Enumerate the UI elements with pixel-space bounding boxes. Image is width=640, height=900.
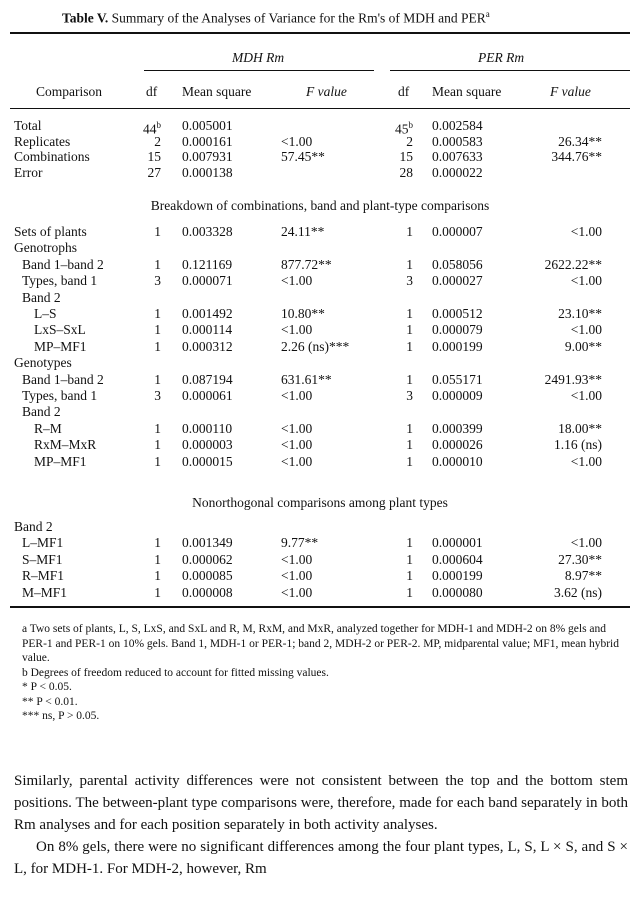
comparison-cell: MP–MF1	[34, 338, 87, 354]
mean-square-per-cell: 0.000080	[432, 584, 483, 600]
table-row	[0, 118, 640, 137]
mean-square-mdh-cell: 0.000114	[182, 322, 233, 338]
col-header-df-per: df	[398, 84, 410, 99]
table-label: Table V.	[62, 10, 109, 26]
mean-square-per-cell: 0.000027	[432, 273, 483, 289]
footnote: a Two sets of plants, L, S, LxS, and SxL and R, M, RxM, and MxR, analyzed together for MDH-1 and MDH-2 on 8% gels and PER-1 and PER-1 on 10% gels. Band 1, MDH-1 or PER-1; band 2, MDH-2 or PER-2. MP, midparental value; MF1, mean hybrid value.	[22, 623, 619, 664]
f-value-per-cell: 18.00**	[558, 420, 602, 436]
f-value-per-cell: <1.00	[570, 388, 602, 403]
mean-square-mdh-cell: 0.007931	[182, 149, 233, 164]
mean-square-mdh-cell: 0.000015	[182, 453, 233, 469]
f-value-mdh-cell: 57.45**	[281, 149, 325, 164]
comparison-cell: Band 2	[22, 289, 61, 305]
f-value-per-cell: 2622.22**	[544, 256, 602, 272]
f-value-per-cell: <1.00	[570, 224, 602, 239]
table-subheading-row	[0, 404, 640, 419]
df-per-cell: 1	[406, 535, 413, 551]
f-value-per-cell: 2491.93**	[544, 371, 602, 387]
footnote-mark: b	[156, 120, 161, 130]
df-per-cell: 1	[406, 338, 413, 354]
df-per-cell: 1	[406, 224, 413, 239]
table-row	[0, 257, 640, 272]
df-per-cell: 45$^b$	[395, 120, 413, 137]
mean-square-per-cell: 0.000009	[432, 388, 483, 403]
mean-square-mdh-cell: 0.001492	[182, 306, 233, 321]
mean-square-mdh-cell: 0.000312	[182, 338, 233, 354]
comparison-cell: Genotrophs	[14, 240, 77, 256]
df-mdh-cell: 1	[154, 551, 161, 567]
f-value-mdh-cell: <1.00	[281, 420, 313, 436]
table-row	[0, 322, 640, 337]
df-per-cell: 3	[406, 388, 413, 403]
comparison-cell: RxM–MxR	[34, 437, 97, 453]
f-value-mdh-cell: 877.72**	[281, 256, 332, 272]
comparison-cell: Combinations	[14, 149, 90, 164]
df-mdh-cell: 15	[147, 149, 161, 164]
f-value-mdh-cell: <1.00	[281, 437, 313, 453]
df-mdh-cell: 1	[154, 322, 161, 338]
comparison-cell: Band 1–band 2	[22, 256, 104, 272]
footnote: b Degrees of freedom reduced to account for fitted missing values.	[22, 666, 329, 679]
body-paragraph: On 8% gels, there were no significant differences among the four plant types, L, S, L × S, and S × L, for MDH-1. For MDH-2, however, Rm	[14, 839, 628, 877]
df-mdh-cell: 1	[154, 535, 161, 551]
df-per-cell: 1	[406, 437, 413, 453]
df-per-cell: 1	[406, 420, 413, 436]
header-bottom-rule	[10, 108, 630, 109]
table-footnotes	[22, 622, 628, 724]
df-mdh-cell: 1	[154, 584, 161, 600]
table-row	[0, 149, 640, 164]
table-row	[0, 552, 640, 567]
df-mdh-cell: 2	[154, 133, 161, 149]
f-value-per-cell: <1.00	[570, 535, 602, 551]
mean-square-per-cell: 0.055171	[432, 371, 483, 387]
f-value-per-cell: <1.00	[570, 453, 602, 469]
f-value-mdh-cell: 2.26 (ns)***	[281, 338, 350, 354]
comparison-cell: S–MF1	[22, 551, 63, 567]
df-per-cell: 28	[399, 164, 413, 180]
col-header-ms-per: Mean square	[432, 84, 502, 99]
table-row	[0, 568, 640, 583]
df-per-cell: 1	[406, 453, 413, 469]
df-per-cell: 3	[406, 273, 413, 289]
group-header-per: PER Rm	[478, 50, 525, 65]
comparison-cell: Types, band 1	[22, 273, 98, 289]
df-mdh-cell: 3	[154, 273, 161, 289]
table-row	[0, 273, 640, 288]
mean-square-per-cell: 0.000079	[432, 322, 483, 338]
mean-square-per-cell: 0.000007	[432, 224, 483, 239]
table-row	[0, 454, 640, 469]
table-caption	[62, 6, 622, 27]
mean-square-per-cell: 0.000399	[432, 420, 483, 436]
comparison-cell: Replicates	[14, 133, 71, 149]
mean-square-per-cell: 0.000199	[432, 338, 483, 354]
f-value-mdh-cell: <1.00	[281, 273, 313, 289]
col-header-df-mdh: df	[146, 84, 158, 99]
mean-square-mdh-cell: 0.003328	[182, 224, 233, 239]
f-value-per-cell: 344.76**	[551, 149, 602, 164]
table-subheading-row	[0, 355, 640, 370]
f-value-mdh-cell: <1.00	[281, 453, 313, 469]
table-row	[0, 134, 640, 149]
f-value-per-cell: 26.34**	[558, 133, 602, 149]
df-mdh-cell: 1	[154, 437, 161, 453]
table-row	[0, 437, 640, 452]
mean-square-mdh-cell: 0.000062	[182, 551, 233, 567]
mean-square-per-cell: 0.007633	[432, 149, 483, 164]
mean-square-per-cell: 0.058056	[432, 256, 483, 272]
f-value-mdh-cell: <1.00	[281, 584, 313, 600]
df-per-cell: 15	[399, 149, 413, 164]
comparison-cell: Genotypes	[14, 355, 72, 371]
f-value-per-cell: 27.30**	[558, 551, 602, 567]
comparison-cell: Band 2	[22, 404, 61, 420]
mean-square-per-cell: 0.000001	[432, 535, 483, 551]
mean-square-mdh-cell: 0.000061	[182, 388, 233, 403]
comparison-cell: L–MF1	[22, 535, 64, 551]
comparison-cell: L–S	[34, 306, 57, 321]
table-row	[0, 372, 640, 387]
footnote: * P < 0.05.	[22, 681, 72, 693]
table-caption-text: Summary of the Analyses of Variance for the Rm's of MDH and PER	[111, 10, 486, 26]
table-subheading-row	[0, 290, 640, 305]
col-header-f-per: F value	[550, 84, 591, 99]
df-mdh-cell: 27	[147, 164, 161, 180]
mean-square-per-cell: 0.000512	[432, 306, 483, 321]
caption-footnote-mark: a	[485, 9, 490, 19]
comparison-cell: R–MF1	[22, 568, 65, 584]
f-value-mdh-cell: <1.00	[281, 322, 313, 338]
table-subheading-row	[0, 240, 640, 255]
f-value-per-cell: 8.97**	[564, 568, 602, 584]
f-value-mdh-cell: 631.61**	[281, 371, 332, 387]
comparison-cell: Band 2	[14, 519, 53, 534]
body-paragraph: Similarly, parental activity differences were not consistent between the top and the bottom stem positions. The between-plant type comparisons were, therefore, made for each band separately in both Rm analyses and for each position separately in both activity analyses.	[14, 773, 628, 833]
section-title-nonorthogonal: Nonorthogonal comparisons among plant types	[192, 495, 448, 510]
df-per-cell: 1	[406, 306, 413, 321]
comparison-cell: Error	[14, 164, 43, 180]
mean-square-mdh-cell: 0.087194	[182, 371, 233, 387]
df-mdh-cell: 44$^b$	[143, 120, 161, 137]
mean-square-mdh-cell: 0.000071	[182, 273, 233, 289]
footnote-mark: b	[408, 120, 413, 130]
mean-square-mdh-cell: 0.000008	[182, 584, 233, 600]
col-header-comparison: Comparison	[36, 84, 102, 99]
mean-square-per-cell: 0.000010	[432, 453, 483, 469]
mdh-spanner-rule	[144, 70, 374, 71]
mean-square-mdh-cell: 0.000161	[182, 133, 233, 149]
mean-square-mdh-cell: 0.001349	[182, 535, 233, 551]
df-per-cell: 2	[406, 133, 413, 149]
f-value-per-cell: 1.16 (ns)	[554, 437, 602, 453]
table-row	[0, 224, 640, 239]
df-per-cell: 1	[406, 371, 413, 387]
mean-square-mdh-cell: 0.121169	[182, 256, 233, 272]
table-subheading-row	[0, 519, 640, 534]
df-mdh-cell: 1	[154, 338, 161, 354]
table-bottom-rule	[10, 606, 630, 608]
comparison-cell: LxS–SxL	[34, 322, 86, 338]
f-value-mdh-cell: 10.80**	[281, 306, 325, 321]
df-mdh-cell: 1	[154, 568, 161, 584]
comparison-cell: R–M	[34, 420, 62, 436]
mean-square-per-cell: 0.000604	[432, 551, 483, 567]
comparison-cell: Types, band 1	[22, 388, 98, 403]
f-value-per-cell: 3.62 (ns)	[554, 584, 602, 600]
footnote: *** ns, P > 0.05.	[22, 710, 100, 722]
comparison-cell: Sets of plants	[14, 224, 87, 239]
df-mdh-cell: 1	[154, 224, 161, 239]
footnote: ** P < 0.01.	[22, 695, 78, 708]
mean-square-mdh-cell: 0.000110	[182, 420, 233, 436]
df-mdh-cell: 3	[154, 388, 161, 403]
col-header-ms-mdh: Mean square	[182, 84, 252, 99]
df-per-cell: 1	[406, 584, 413, 600]
f-value-per-cell: <1.00	[570, 273, 602, 289]
df-mdh-cell: 1	[154, 453, 161, 469]
table-row	[0, 585, 640, 600]
f-value-mdh-cell: 24.11**	[281, 224, 325, 239]
body-text	[14, 770, 628, 880]
df-per-cell: 1	[406, 322, 413, 338]
comparison-cell: MP–MF1	[34, 453, 87, 469]
f-value-per-cell: 23.10**	[558, 306, 602, 321]
f-value-mdh-cell: <1.00	[281, 133, 313, 149]
section-title-breakdown: Breakdown of combinations, band and plant-type comparisons	[150, 198, 490, 213]
col-header-f-mdh: F value	[306, 84, 347, 99]
mean-square-per-cell: 0.000199	[432, 568, 483, 584]
per-spanner-rule	[390, 70, 630, 71]
df-per-cell: 1	[406, 256, 413, 272]
table-row	[0, 388, 640, 403]
mean-square-per-cell: 0.002584	[432, 118, 483, 133]
df-per-cell: 1	[406, 568, 413, 584]
mean-square-per-cell: 0.000026	[432, 437, 483, 453]
table-row	[0, 306, 640, 321]
f-value-mdh-cell: <1.00	[281, 551, 313, 567]
f-value-per-cell: <1.00	[570, 322, 602, 338]
comparison-cell: Band 1–band 2	[22, 371, 104, 387]
mean-square-per-cell: 0.000022	[432, 164, 483, 180]
mean-square-mdh-cell: 0.000003	[182, 437, 233, 453]
mean-square-mdh-cell: 0.005001	[182, 118, 233, 133]
f-value-mdh-cell: <1.00	[281, 568, 313, 584]
group-header-mdh: MDH Rm	[232, 50, 285, 65]
df-mdh-cell: 1	[154, 256, 161, 272]
comparison-cell: M–MF1	[22, 584, 68, 600]
df-mdh-cell: 1	[154, 371, 161, 387]
comparison-cell: Total	[14, 118, 42, 133]
f-value-mdh-cell: 9.77**	[281, 535, 319, 551]
mean-square-mdh-cell: 0.000138	[182, 164, 233, 180]
df-mdh-cell: 1	[154, 306, 161, 321]
table-top-rule	[10, 32, 630, 34]
table-row	[0, 165, 640, 180]
f-value-mdh-cell: <1.00	[281, 388, 313, 403]
mean-square-per-cell: 0.000583	[432, 133, 483, 149]
df-per-cell: 1	[406, 551, 413, 567]
f-value-per-cell: 9.00**	[564, 338, 602, 354]
df-mdh-cell: 1	[154, 420, 161, 436]
mean-square-mdh-cell: 0.000085	[182, 568, 233, 584]
table-row	[0, 421, 640, 436]
table-row	[0, 535, 640, 550]
table-row	[0, 339, 640, 354]
